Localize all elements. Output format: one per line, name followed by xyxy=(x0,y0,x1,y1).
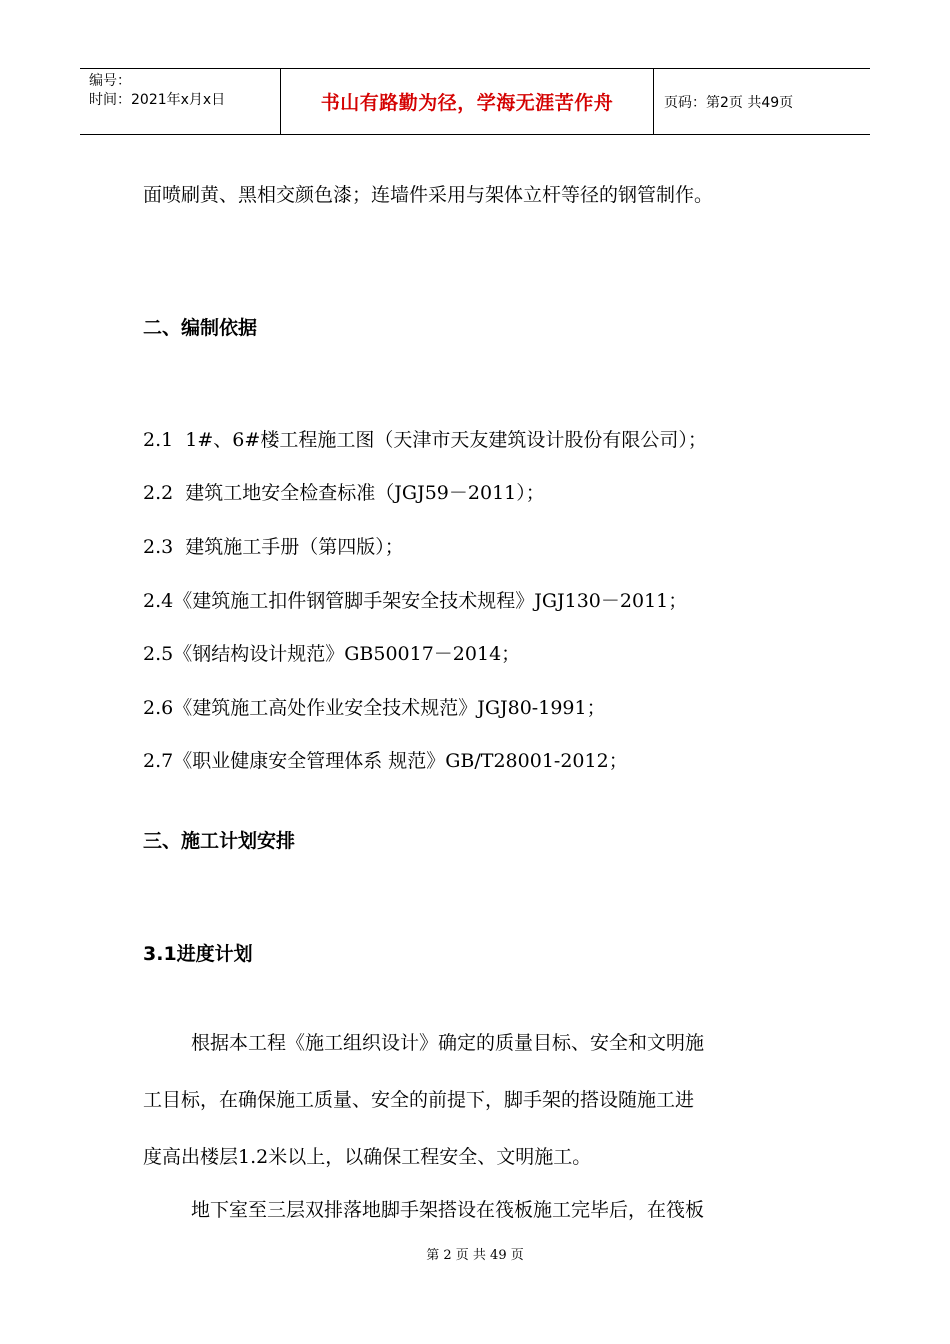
reference-number: 2.7 xyxy=(143,750,174,772)
document-number-label: 编号： xyxy=(89,73,131,89)
header-meta xyxy=(80,69,281,134)
reference-number: 2.5 xyxy=(143,643,174,665)
subsection-3-1-title: 3.1进度计划 xyxy=(143,943,253,965)
paragraph-1-line-2: 工目标，在确保施工质量、安全的前提下，脚手架的搭设随施工进 xyxy=(143,1089,695,1111)
header-motto: 书山有路勤为径，学海无涯苦作舟 xyxy=(320,92,614,114)
reference-text: 《职业健康安全管理体系 规范》GB/T28001-2012； xyxy=(173,750,628,772)
continuation-text: 面喷刷黄、黑相交颜色漆；连墙件采用与架体立杆等径的钢管制作。 xyxy=(143,184,714,206)
section-3-title: 三、施工计划安排 xyxy=(143,830,296,852)
page-footer: 第 2 页 共 49 页 xyxy=(426,1248,524,1263)
paragraph-1-line-1: 根据本工程《施工组织设计》确定的质量目标、安全和文明施 xyxy=(191,1032,705,1054)
reference-number: 2.1 xyxy=(143,429,174,451)
reference-item xyxy=(143,589,687,613)
section-2-title: 二、编制依据 xyxy=(143,317,258,339)
reference-number: 2.4 xyxy=(143,590,174,612)
reference-item xyxy=(143,535,404,559)
reference-text: 《钢结构设计规范》GB50017－2014； xyxy=(173,643,521,665)
reference-item xyxy=(143,696,606,720)
reference-item xyxy=(143,642,520,666)
reference-item xyxy=(143,428,707,452)
reference-item xyxy=(143,749,628,773)
reference-number: 2.6 xyxy=(143,697,174,719)
reference-text: 1#、6#楼工程施工图（天津市天友建筑设计股份有限公司）； xyxy=(173,429,707,451)
document-date-label: 时间：2021年x月x日 xyxy=(89,92,226,108)
reference-text: 《建筑施工扣件钢管脚手架安全技术规程》JGJ130－2011； xyxy=(173,590,688,612)
reference-number: 2.3 xyxy=(143,536,174,558)
reference-text: 建筑施工手册（第四版）； xyxy=(173,536,404,558)
reference-text: 《建筑施工高处作业安全技术规范》JGJ80-1991； xyxy=(173,697,606,719)
header-page-info: 页码：第2页 共49页 xyxy=(664,94,794,111)
paragraph-1-line-3: 度高出楼层1.2米以上，以确保工程安全、文明施工。 xyxy=(143,1146,592,1168)
reference-text: 建筑工地安全检查标准（JGJ59－2011）； xyxy=(173,482,545,504)
reference-item xyxy=(143,481,545,505)
reference-number: 2.2 xyxy=(143,482,174,504)
page-header xyxy=(80,68,870,135)
paragraph-2-line-1: 地下室至三层双排落地脚手架搭设在筏板施工完毕后，在筏板 xyxy=(191,1199,705,1221)
header-motto-cell xyxy=(281,69,654,134)
